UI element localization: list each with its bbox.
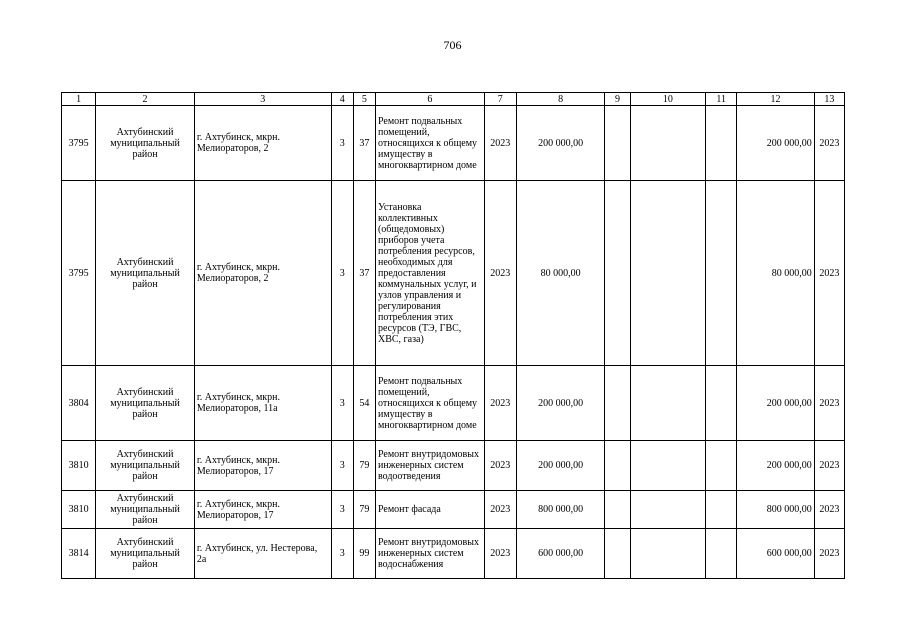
year-cell: 2023 (484, 491, 516, 529)
address-cell: г. Ахтубинск, ул. Нестерова, 2а (194, 529, 331, 579)
district-cell: Ахтубинский муниципальный район (96, 529, 195, 579)
column-12-cell: 200 000,00 (737, 366, 814, 441)
column-13-cell: 2023 (814, 366, 844, 441)
column-12-cell: 200 000,00 (737, 441, 814, 491)
table-row (62, 366, 845, 441)
work-type-cell: Ремонт подвальных помещений, относящихся к общему имуществу в многоквартирном доме (375, 366, 484, 441)
address-cell: г. Ахтубинск, мкрн. Мелиораторов, 2 (194, 106, 331, 181)
year-cell: 2023 (484, 441, 516, 491)
column-11-cell (706, 441, 737, 491)
works-table (61, 92, 845, 579)
column-13-cell: 2023 (814, 529, 844, 579)
district-cell: Ахтубинский муниципальный район (96, 491, 195, 529)
district-cell: Ахтубинский муниципальный район (96, 181, 195, 366)
object-id-cell: 3804 (62, 366, 96, 441)
year-cell: 2023 (484, 106, 516, 181)
work-type-cell: Ремонт внутридомовых инженерных систем водоотведения (375, 441, 484, 491)
column-10-cell (630, 106, 705, 181)
column-10-cell (630, 491, 705, 529)
page-number: 706 (443, 38, 462, 52)
column-9-cell (605, 181, 630, 366)
table-row (62, 491, 845, 529)
table-row (62, 529, 845, 579)
column-13-cell: 2023 (814, 181, 844, 366)
column-9-cell (605, 366, 630, 441)
column-11-cell (706, 366, 737, 441)
column-5-cell: 79 (353, 491, 375, 529)
address-cell: г. Ахтубинск, мкрн. Мелиораторов, 11а (194, 366, 331, 441)
column-11-cell (706, 491, 737, 529)
address-cell: г. Ахтубинск, мкрн. Мелиораторов, 17 (194, 441, 331, 491)
column-11-cell (706, 529, 737, 579)
column-12-cell: 80 000,00 (737, 181, 814, 366)
column-4-cell: 3 (331, 106, 353, 181)
column-header: 4 (331, 93, 353, 106)
object-id-cell: 3814 (62, 529, 96, 579)
column-header: 12 (737, 93, 814, 106)
work-type-cell: Ремонт фасада (375, 491, 484, 529)
column-header: 13 (814, 93, 844, 106)
year-cell: 2023 (484, 181, 516, 366)
column-number-row (62, 93, 845, 106)
total-cost-cell: 800 000,00 (516, 491, 605, 529)
address-cell: г. Ахтубинск, мкрн. Мелиораторов, 2 (194, 181, 331, 366)
table-row (62, 441, 845, 491)
total-cost-cell: 600 000,00 (516, 529, 605, 579)
total-cost-cell: 200 000,00 (516, 441, 605, 491)
work-type-cell: Ремонт подвальных помещений, относящихся к общему имуществу в многоквартирном доме (375, 106, 484, 181)
year-cell: 2023 (484, 529, 516, 579)
object-id-cell: 3795 (62, 106, 96, 181)
column-13-cell: 2023 (814, 441, 844, 491)
table-row (62, 106, 845, 181)
column-9-cell (605, 106, 630, 181)
column-4-cell: 3 (331, 441, 353, 491)
column-header: 7 (484, 93, 516, 106)
column-4-cell: 3 (331, 529, 353, 579)
column-11-cell (706, 106, 737, 181)
column-header: 9 (605, 93, 630, 106)
column-4-cell: 3 (331, 366, 353, 441)
column-header: 11 (706, 93, 737, 106)
total-cost-cell: 200 000,00 (516, 366, 605, 441)
column-10-cell (630, 441, 705, 491)
column-12-cell: 600 000,00 (737, 529, 814, 579)
column-header: 5 (353, 93, 375, 106)
column-11-cell (706, 181, 737, 366)
object-id-cell: 3795 (62, 181, 96, 366)
column-header: 6 (375, 93, 484, 106)
year-cell: 2023 (484, 366, 516, 441)
column-header: 2 (96, 93, 195, 106)
district-cell: Ахтубинский муниципальный район (96, 106, 195, 181)
column-9-cell (605, 441, 630, 491)
column-5-cell: 99 (353, 529, 375, 579)
column-5-cell: 79 (353, 441, 375, 491)
column-12-cell: 200 000,00 (737, 106, 814, 181)
work-type-cell: Установка коллективных (общедомовых) приборов учета потребления ресурсов, необходимых для предоставления коммунальных услуг, и узлов управления и регулирования потребления этих ресурсов (ТЭ, ГВС, ХВС, газа) (375, 181, 484, 366)
column-9-cell (605, 491, 630, 529)
work-type-cell: Ремонт внутридомовых инженерных систем водоснабжения (375, 529, 484, 579)
table-row (62, 181, 845, 366)
column-9-cell (605, 529, 630, 579)
column-header: 8 (516, 93, 605, 106)
column-4-cell: 3 (331, 181, 353, 366)
total-cost-cell: 80 000,00 (516, 181, 605, 366)
column-5-cell: 54 (353, 366, 375, 441)
district-cell: Ахтубинский муниципальный район (96, 441, 195, 491)
column-13-cell: 2023 (814, 106, 844, 181)
column-10-cell (630, 366, 705, 441)
total-cost-cell: 200 000,00 (516, 106, 605, 181)
address-cell: г. Ахтубинск, мкрн. Мелиораторов, 17 (194, 491, 331, 529)
column-header: 1 (62, 93, 96, 106)
object-id-cell: 3810 (62, 491, 96, 529)
column-12-cell: 800 000,00 (737, 491, 814, 529)
column-10-cell (630, 529, 705, 579)
column-10-cell (630, 181, 705, 366)
district-cell: Ахтубинский муниципальный район (96, 366, 195, 441)
column-header: 10 (630, 93, 705, 106)
column-4-cell: 3 (331, 491, 353, 529)
column-header: 3 (194, 93, 331, 106)
object-id-cell: 3810 (62, 441, 96, 491)
column-5-cell: 37 (353, 181, 375, 366)
column-5-cell: 37 (353, 106, 375, 181)
column-13-cell: 2023 (814, 491, 844, 529)
